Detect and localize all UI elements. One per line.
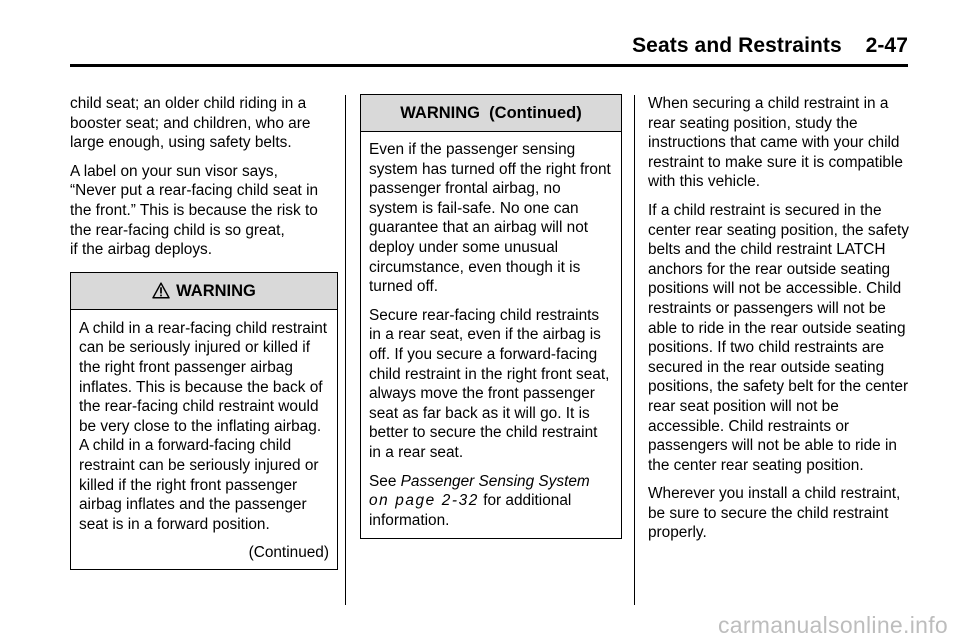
cross-reference: See Passenger Sensing System on page 2-32 for additional information. — [369, 472, 590, 529]
paragraph: When securing a child restraint in a rear seating position, study the instructions that came with your child restraint to make sure it is compatible with this vehicle. — [648, 95, 903, 191]
column-separator-2 — [634, 95, 635, 605]
paragraph: If a child restraint is secured in the center rear seating position, the safety belts and the child restraint LATCH anchors for the rear outside seating positions will not be accessible. Child restraints or passengers will not be able to ride in the rear outside seating positions. If two child restraints are secured in the rear outside seating positions, the safety belt for the center rear seat position will not be accessible. Child restraints or passengers will not be able to ride in the center rear seating position. — [648, 201, 909, 474]
warning-header — [71, 273, 337, 310]
warning-continued-body — [361, 132, 621, 538]
xref-title: Passenger Sensing System — [400, 472, 590, 490]
warning-box — [70, 272, 338, 570]
warning-continued-box — [360, 94, 622, 539]
continued-label: (Continued) — [248, 544, 329, 562]
paragraph: child seat; an older child riding in a booster seat; and children, who are large enough, using safety belts. — [70, 95, 311, 152]
column-1 — [70, 94, 338, 570]
warning-title: WARNING — [176, 281, 256, 300]
header-rule — [70, 64, 908, 67]
watermark: carmanualsonline.info — [717, 612, 948, 638]
warning-continued-header — [361, 95, 621, 132]
column-3 — [648, 94, 912, 552]
page-header — [632, 34, 908, 58]
warning-text: Secure rear-facing child restraints in a rear seat, even if the airbag is off. If you secure a forward-facing child restraint in the right front seat, always move the front passenger seat as far back as it will go. It is better to secure the child restraint in a rear seat. — [369, 306, 610, 461]
column-2 — [360, 94, 622, 539]
paragraph-sun-visor: A label on your sun visor says, “Never put a rear-facing child seat in the front.” This is because the risk to the rear-facing child is so great, if the airbag deploys. — [70, 162, 319, 259]
warning-continued-title: WARNING (Continued) — [400, 104, 582, 122]
section-title: Seats and Restraints — [632, 34, 842, 57]
paragraph: Wherever you install a child restraint, be sure to secure the child restraint properly. — [648, 485, 901, 542]
warning-body — [71, 310, 337, 569]
warning-text: Even if the passenger sensing system has turned off the right front passenger frontal airbag, no system is fail-safe. No one can guarantee that an airbag will not deploy under some unusual circumstance, even though it is turned off. — [369, 141, 611, 296]
xref-page: on page 2-32 — [369, 492, 479, 510]
page-number: 2-47 — [865, 34, 908, 57]
warning-triangle-icon — [152, 282, 170, 299]
column-separator-1 — [345, 95, 346, 605]
warning-text: A child in a rear-facing child restraint can be seriously injured or killed if the right front passenger airbag inflates. This is because the back of the rear-facing child restraint would be very close to the inflating airbag. A child in a forward-facing child restraint can be seriously injured or killed if the right front passenger airbag inflates and the passenger seat is in a forward position. — [79, 319, 328, 533]
